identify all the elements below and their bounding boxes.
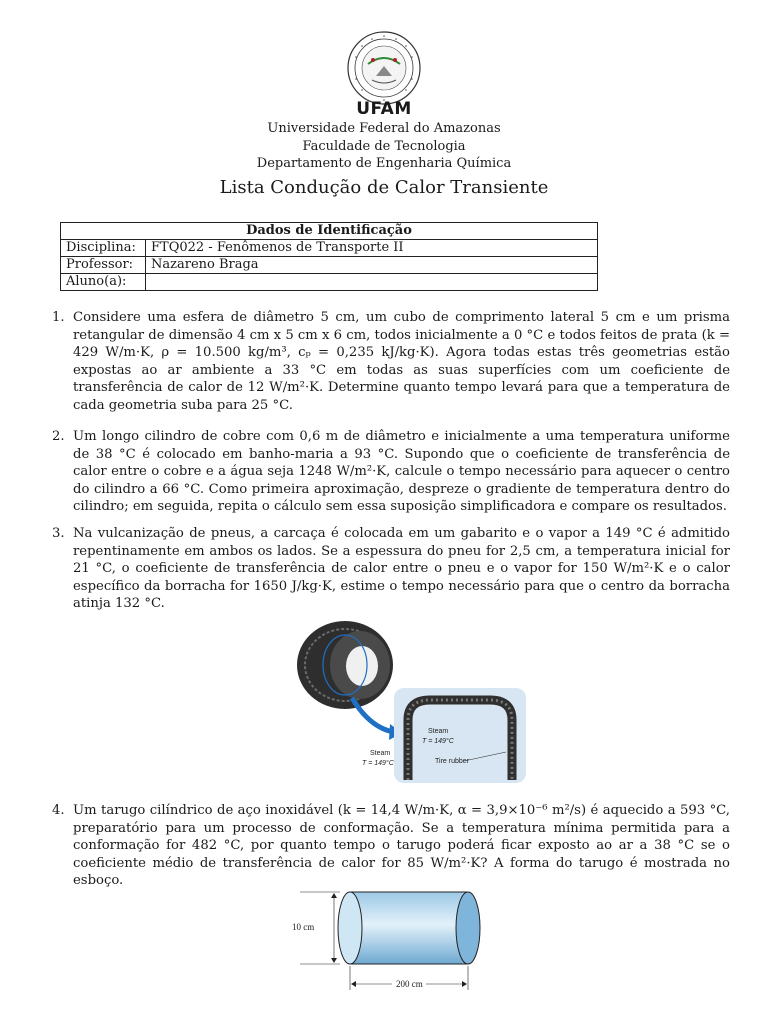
tire-section-panel bbox=[394, 688, 526, 783]
identification-heading: Dados de Identificação bbox=[61, 223, 598, 240]
table-row bbox=[61, 240, 598, 257]
question-number: 2. bbox=[52, 429, 65, 444]
professor-value: Nazareno Braga bbox=[146, 257, 598, 274]
faculty-name: Faculdade de Tecnologia bbox=[302, 139, 466, 154]
length-label: 200 cm bbox=[396, 979, 423, 989]
steam-inner-label: Steam bbox=[428, 728, 449, 735]
question-text: Na vulcanização de pneus, a carcaça é colocada em um gabarito e o vapor a 149 °C é admitido repentinamente em ambos os lados. Se a espessura do pneu for 2,5 cm, a temperatura inicial for 21 °C, o coeficiente de transferência de calor entre o pneu e o vapor for 150 W/m²·K e o calor específico da borracha for 1650 J/kg·K, estime o tempo necessário para que o centro da borracha atinja 132 °C. bbox=[73, 526, 730, 612]
question-number: 4. bbox=[52, 803, 65, 818]
document-title: Lista Condução de Calor Transiente bbox=[219, 177, 549, 198]
professor-label: Professor: bbox=[61, 257, 146, 274]
tire-rubber-label: Tire rubber bbox=[435, 758, 469, 765]
question-number: 1. bbox=[52, 310, 65, 325]
ufam-acronym: UFAM bbox=[356, 99, 412, 119]
question-text: Considere uma esfera de diâmetro 5 cm, um cubo de comprimento lateral 5 cm e um prisma retangular de dimensão 4 cm x 5 cm x 6 cm, todos inicialmente a 0 °C e todos feitos de prata (k = 429 W/m·K, ρ = 10.500 kg/m³, cₚ = 0,235 kJ/kg·K). Agora todas estas três geometrias estão expostas ao ar ambiente a 33 °C em todas as suas superfícies com um coeficiente de transferência de calor de 12 W/m²·K. Determine quanto tempo levará para que a temperatura de cada geometria suba para 25 °C. bbox=[73, 310, 730, 413]
diameter-label: 10 cm bbox=[292, 922, 315, 932]
question-2 bbox=[52, 428, 730, 516]
steam-inner-temp: T = 149°C bbox=[422, 738, 454, 745]
question-3 bbox=[52, 525, 730, 613]
question-text: Um tarugo cilíndrico de aço inoxidável (k = 14,4 W/m·K, α = 3,9×10⁻⁶ m²/s) é aquecido a 593 °C, preparatório para um processo de conformação. Se a temperatura mínima permitida para a conformação for 482 °C, por quanto tempo o tarugo poderá ficar exposto ao ar a 38 °C se o coeficiente médio de transferência de calor for 85 W/m²·K? A forma do tarugo é mostrada no esboço. bbox=[73, 803, 730, 889]
identification-table-header-row bbox=[61, 223, 598, 240]
steam-outer-temp: T = 149°C bbox=[362, 760, 394, 767]
question-1 bbox=[52, 309, 730, 415]
university-name: Universidade Federal do Amazonas bbox=[267, 121, 501, 136]
student-value bbox=[146, 274, 598, 291]
discipline-value: FTQ022 - Fenômenos de Transporte II bbox=[146, 240, 598, 257]
billet-cylinder-figure bbox=[288, 886, 488, 992]
tire-vulcanization-figure bbox=[290, 620, 530, 785]
department-name: Departamento de Engenharia Química bbox=[256, 156, 512, 171]
table-row bbox=[61, 274, 598, 291]
steam-outer-label: Steam bbox=[370, 750, 391, 757]
student-label: Aluno(a): bbox=[61, 274, 146, 291]
question-text: Um longo cilindro de cobre com 0,6 m de diâmetro e inicialmente a uma temperatura uniforme de 38 °C é colocado em banho-maria a 93 °C. Supondo que o coeficiente de transferência de calor entre o cobre e a água seja 1248 W/m²·K, calcule o tempo necessário para aquecer o centro do cilindro a 66 °C. Como primeira aproximação, despreze o gradiente de temperatura dentro do cilindro; em seguida, repita o cálculo sem essa suposição simplificadora e compare os resultados. bbox=[73, 429, 730, 515]
discipline-label: Disciplina: bbox=[61, 240, 146, 257]
question-number: 3. bbox=[52, 526, 65, 541]
question-4 bbox=[52, 802, 730, 890]
identification-table bbox=[60, 222, 598, 291]
table-row bbox=[61, 257, 598, 274]
university-seal-logo bbox=[346, 30, 422, 106]
tire-illustration bbox=[297, 621, 393, 709]
